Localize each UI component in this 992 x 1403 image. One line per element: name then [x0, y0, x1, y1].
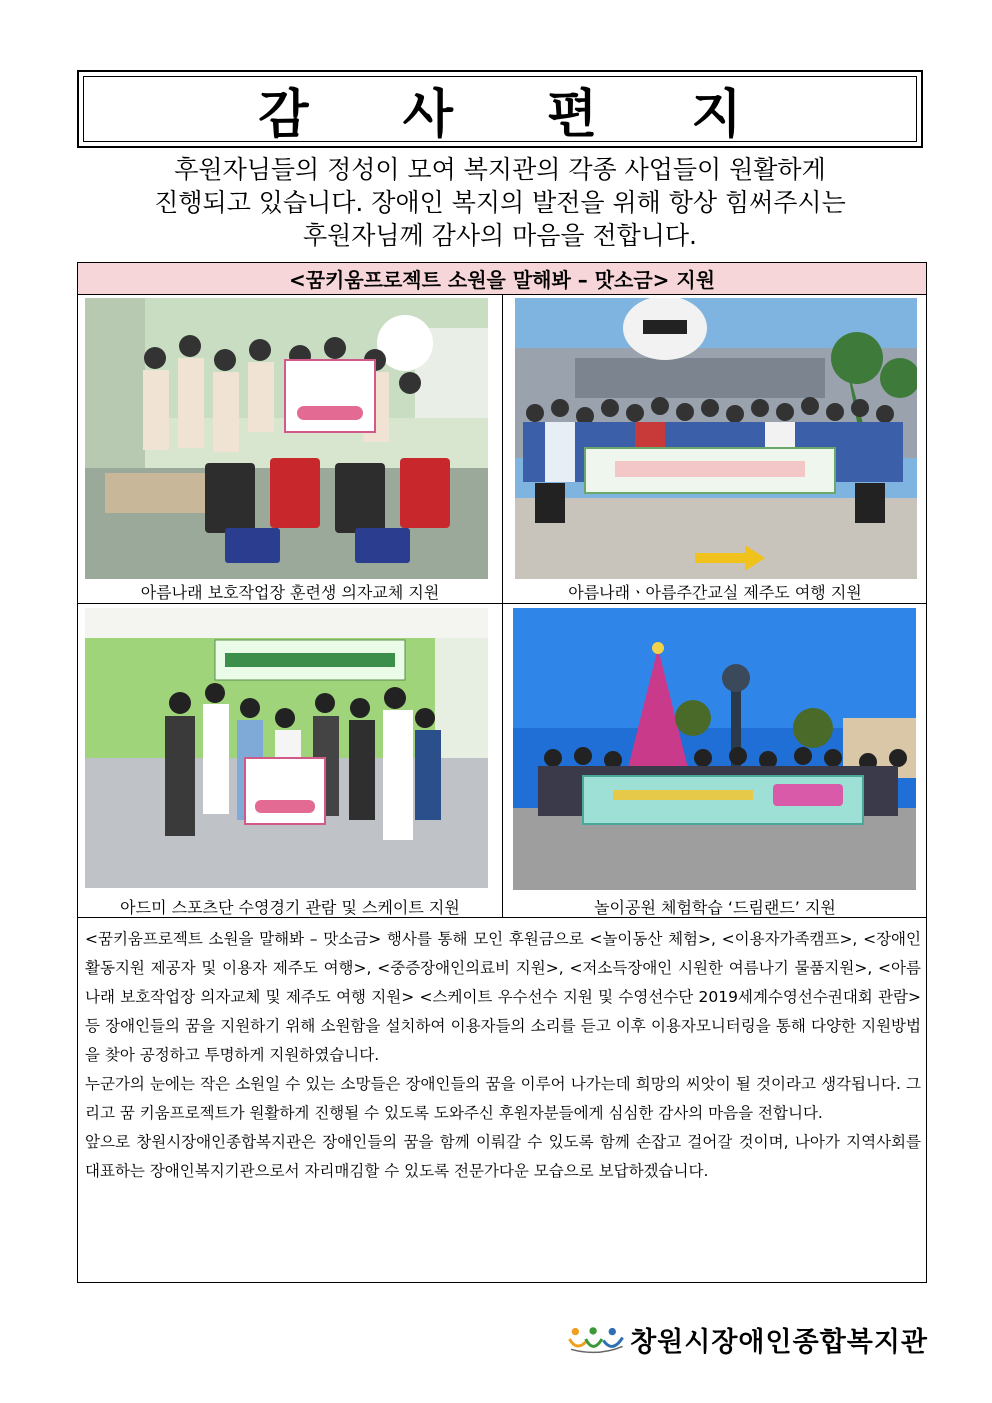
intro-line-2: 진행되고 있습니다. 장애인 복지의 발전을 위해 항상 힘써주시는 [154, 188, 846, 217]
body-paragraph-1: <꿈키움프로젝트 소원을 말해봐 – 맛소금> 행사를 통해 모인 후원금으로 <놀이동산 체험>, <이용자가족캠프>, <장애인활동지원 제공자 및 이용자 제주도 여행>, <중증장애인의료비 지원>, <저소득장애인 시원한 여름나기 물품지원>, <아름나래 보호작업장 의자교체 및 제주도 여행 지원> <스케이트 우수선수 지원 및 수영선수단 2019세계수영선수권대회 관람> 등 장애인들의 꿈을 지원하기 위해 소원함을 설치하여 이용자들의 소리를 듣고 이후 이용자모니터링을 통해 다양한 지원방법을 찾아 공정하고 투명하게 지원하였습니다. [85, 930, 921, 1064]
photo-jeju-trip [515, 298, 917, 579]
section-header: <꿈키움프로젝트 소원을 말해봐 – 맛소금> 지원 [78, 263, 926, 295]
organization-logo [568, 1318, 928, 1360]
body-paragraph-2: 누군가의 눈에는 작은 소원일 수 있는 소망들은 장애인들의 꿈을 이루어 나가는데 희망의 씨앗이 될 것이라고 생각됩니다. 그리고 꿈 키움프로젝트가 원활하게 진행될 수 있도록 도와주신 후원자분들에게 심심한 감사의 마음을 전합니다. [85, 1075, 921, 1122]
page-title: 감 사 편 지 [258, 84, 780, 145]
photo-dreamland [513, 608, 916, 890]
logo-mark-icon [568, 1319, 624, 1359]
title-inner-border [83, 76, 917, 145]
title-box [77, 70, 923, 148]
content-table [77, 262, 927, 1283]
caption-photo-4: 놀이공원 체험학습 ‘드림랜드’ 지원 [594, 897, 836, 917]
photos-bottom-divider [78, 917, 926, 918]
caption-photo-1: 아름나래 보호작업장 훈련생 의자교체 지원 [140, 582, 440, 602]
photo-sports-team [85, 608, 488, 888]
body-paragraph-3: 앞으로 창원시장애인종합복지관은 장애인들의 꿈을 함께 이뤄갈 수 있도록 함께 손잡고 걸어갈 것이며, 나아가 지역사회를 대표하는 장애인복지기관으로서 자리매김할 수 있도록 전문가다운 모습으로 보답하겠습니다. [85, 1133, 921, 1180]
caption-photo-3: 아드미 스포츠단 수영경기 관람 및 스케이트 지원 [120, 897, 460, 917]
intro-paragraph [80, 153, 920, 252]
intro-line-1: 후원자님들의 정성이 모여 복지관의 각종 사업들이 원활하게 [174, 155, 826, 184]
organization-name: 창원시장애인종합복지관 [630, 1326, 928, 1358]
intro-line-3: 후원자님께 감사의 마음을 전합니다. [302, 221, 698, 250]
photo-chair-replacement [85, 298, 488, 579]
body-text [85, 925, 921, 1186]
caption-photo-2: 아름나래ㆍ아름주간교실 제주도 여행 지원 [568, 582, 862, 602]
column-divider [502, 294, 503, 917]
